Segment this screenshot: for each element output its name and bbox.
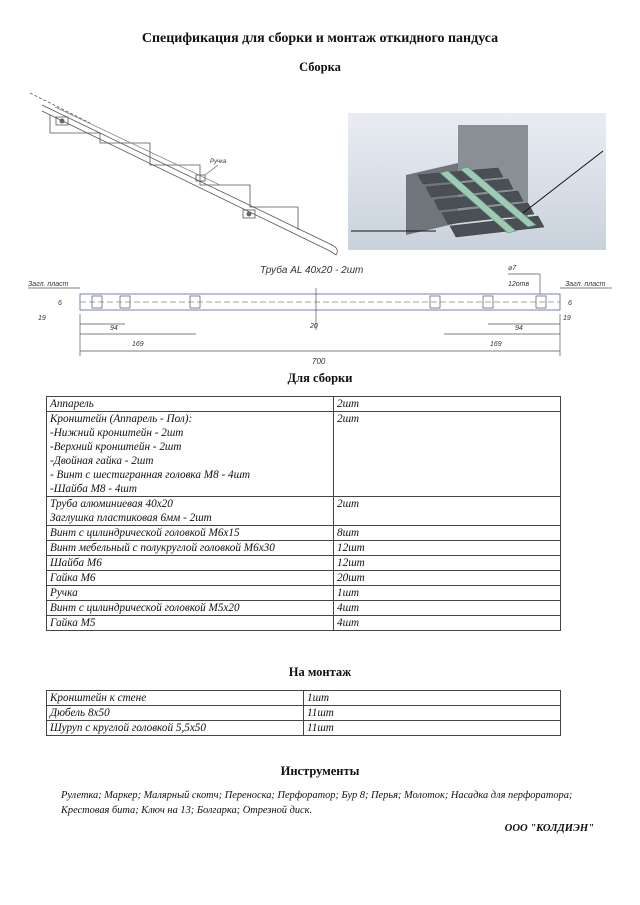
part-name-line: -Верхний кронштейн - 2шт [50, 441, 182, 453]
dim-6-left: 6 [58, 300, 62, 307]
part-name-line: Кронштейн (Аппарель - Пол): [50, 413, 193, 425]
part-qty-cell: 11шт [304, 706, 561, 721]
part-qty-cell: 4шт [334, 601, 561, 616]
part-name-line: -Шайба М8 - 4шт [50, 483, 137, 495]
part-qty-cell: 2шт [334, 497, 561, 526]
part-name-line: -Двойная гайка - 2шт [50, 455, 154, 467]
part-name-line: -Нижний кронштейн - 2шт [50, 427, 184, 439]
ramp-side-drawing [20, 85, 350, 260]
part-name-cell [47, 601, 334, 616]
table-row [47, 397, 561, 412]
dim-700: 700 [312, 357, 326, 366]
part-qty-cell: 4шт [334, 616, 561, 631]
part-qty-cell: 12шт [334, 541, 561, 556]
dim-19-right: 19 [563, 315, 571, 322]
ramp-3d-render [348, 113, 606, 250]
part-qty-cell: 8шт [334, 526, 561, 541]
dim-holes-count: 12отв [508, 281, 530, 288]
part-qty-cell: 20шт [334, 571, 561, 586]
page-title: Спецификация для сборки и монтаж откидного пандуса [141, 31, 499, 46]
part-qty-cell: 1шт [334, 586, 561, 601]
section-heading-tools: Инструменты [280, 764, 360, 778]
part-name-line: Аппарель [50, 398, 94, 410]
section-heading-for-assembly: Для сборки [287, 371, 353, 385]
end-cap-left-label: Загл. пласт [28, 281, 69, 288]
part-qty-cell: 2шт [334, 412, 561, 497]
dim-6-right: 6 [568, 300, 572, 307]
table-row [47, 497, 561, 526]
part-qty-cell: 12шт [334, 556, 561, 571]
tools-list: Рулетка; Маркер; Малярный скотч; Переноска; Перфоратор; Бур 8; Перья; Молоток; Насадка для перфоратора; Крестовая бита; Ключ на 13; Болгарка; Отрезной диск. [61, 790, 573, 816]
part-name-cell: Дюбель 8х50 [47, 706, 304, 721]
dim-19-left: 19 [38, 315, 46, 322]
part-name-cell [47, 497, 334, 526]
table-row [47, 541, 561, 556]
end-cap-right-label: Загл. пласт [565, 281, 606, 288]
mounting-parts-table [46, 690, 561, 736]
table-row [47, 586, 561, 601]
part-name-line: Труба алюминиевая 40х20 [50, 498, 173, 510]
part-name-cell [47, 556, 334, 571]
part-name-cell [47, 412, 334, 497]
table-row [47, 556, 561, 571]
dim-94-left: 94 [110, 325, 118, 332]
part-name-line: - Винт с шестигранная головка М8 - 4шт [50, 469, 251, 481]
part-name-line: Заглушка пластиковая 6мм - 2шт [50, 512, 212, 524]
table-row [47, 526, 561, 541]
part-name-cell [47, 526, 334, 541]
assembly-parts-table [46, 396, 561, 631]
table-row [47, 571, 561, 586]
table-row [47, 706, 561, 721]
part-name-line: Ручка [50, 587, 78, 599]
dim-169-right: 169 [490, 341, 502, 348]
part-name-cell [47, 571, 334, 586]
dim-94-right: 94 [515, 325, 523, 332]
part-name-cell: Кронштейн к стене [47, 691, 304, 706]
pipe-dimension-drawing [20, 258, 620, 370]
part-name-line: Гайка М5 [50, 617, 96, 629]
pipe-label: Труба AL 40x20 - 2шт [260, 265, 364, 276]
table-row [47, 721, 561, 736]
table-row [47, 601, 561, 616]
table-row [47, 616, 561, 631]
part-qty-cell: 11шт [304, 721, 561, 736]
table-row [47, 691, 561, 706]
part-name-cell [47, 616, 334, 631]
section-heading-mounting: На монтаж [288, 665, 352, 679]
section-heading-assembly: Сборка [299, 60, 341, 74]
dim-hole: ⌀7 [508, 265, 517, 272]
part-qty-cell: 1шт [304, 691, 561, 706]
part-name-line: Винт с цилиндрической головкой М5х20 [50, 602, 240, 614]
part-name-cell [47, 541, 334, 556]
dim-169-left: 169 [132, 341, 144, 348]
part-name-line: Винт с цилиндрической головкой М6х15 [50, 527, 240, 539]
table-row [47, 412, 561, 497]
dim-20: 20 [310, 323, 318, 330]
part-name-line: Шайба М6 [50, 557, 102, 569]
handle-label: Ручка [210, 159, 227, 165]
company-name: ООО "КОЛДИЭН" [504, 823, 594, 834]
part-name-line: Гайка М6 [50, 572, 96, 584]
part-qty-cell: 2шт [334, 397, 561, 412]
part-name-line: Винт мебельный с полукруглой головкой М6х30 [50, 542, 275, 554]
part-name-cell: Шуруп с круглой головкой 5,5х50 [47, 721, 304, 736]
part-name-cell [47, 586, 334, 601]
part-name-cell [47, 397, 334, 412]
